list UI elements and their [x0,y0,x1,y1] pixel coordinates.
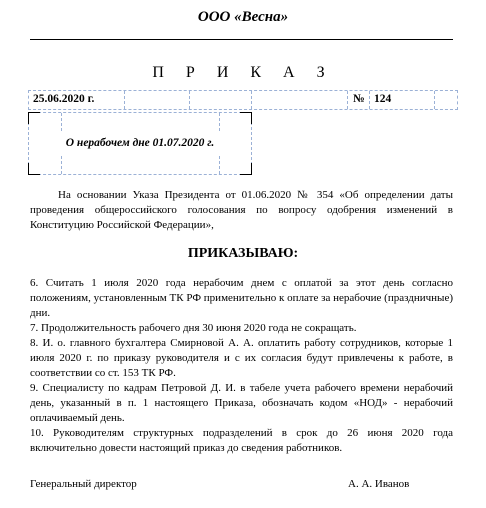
organization-name: ООО «Весна» [197,9,289,25]
preamble: На основании Указа Президента от 01.06.2020 № 354 «Об определении даты проведения общероссийского голосования по вопросу одобрения изменений в Конституцию Российской Федерации», [30,189,453,231]
order-item: 10. Руководителям структурных подразделений в срок до 26 июня 2020 года включительно довести настоящий приказ до сведения работников. [30,427,453,454]
order-date: 25.06.2020 г. [33,93,95,105]
document-title: П Р И К А З [152,64,334,81]
header-divider [30,39,453,40]
order-subject: О нерабочем дне 01.07.2020 г. [65,137,215,149]
number-sign: № [353,93,365,105]
order-number: 124 [374,93,392,105]
order-item: 6. Считать 1 июля 2020 года нерабочим днем с оплатой за этот день согласно положениям, установленным ТК РФ применительно к оплате за нерабочие (праздничные) дни. [30,277,453,319]
order-items [30,276,453,456]
signatory-name: А. А. Иванов [348,478,410,490]
signatory-position: Генеральный директор [30,478,137,490]
order-item: 8. И. о. главного бухгалтера Смирновой А. А. оплатить работу сотрудников, которые 1 июля 2020 г. по приказу руководителя и с их согласия будут привлечены к работе, в соответствии со ст. 153 ТК РФ. [30,337,453,379]
order-heading: ПРИКАЗЫВАЮ: [187,246,299,261]
order-item: 9. Специалисту по кадрам Петровой Д. И. в табеле учета рабочего времени нерабочий день, указанный в п. 1 настоящего Приказа, обозначать кодом «НОД» - нерабочий оплачиваемый день. [30,382,453,424]
order-item: 7. Продолжительность рабочего дня 30 июня 2020 года не сокращать. [30,322,357,334]
